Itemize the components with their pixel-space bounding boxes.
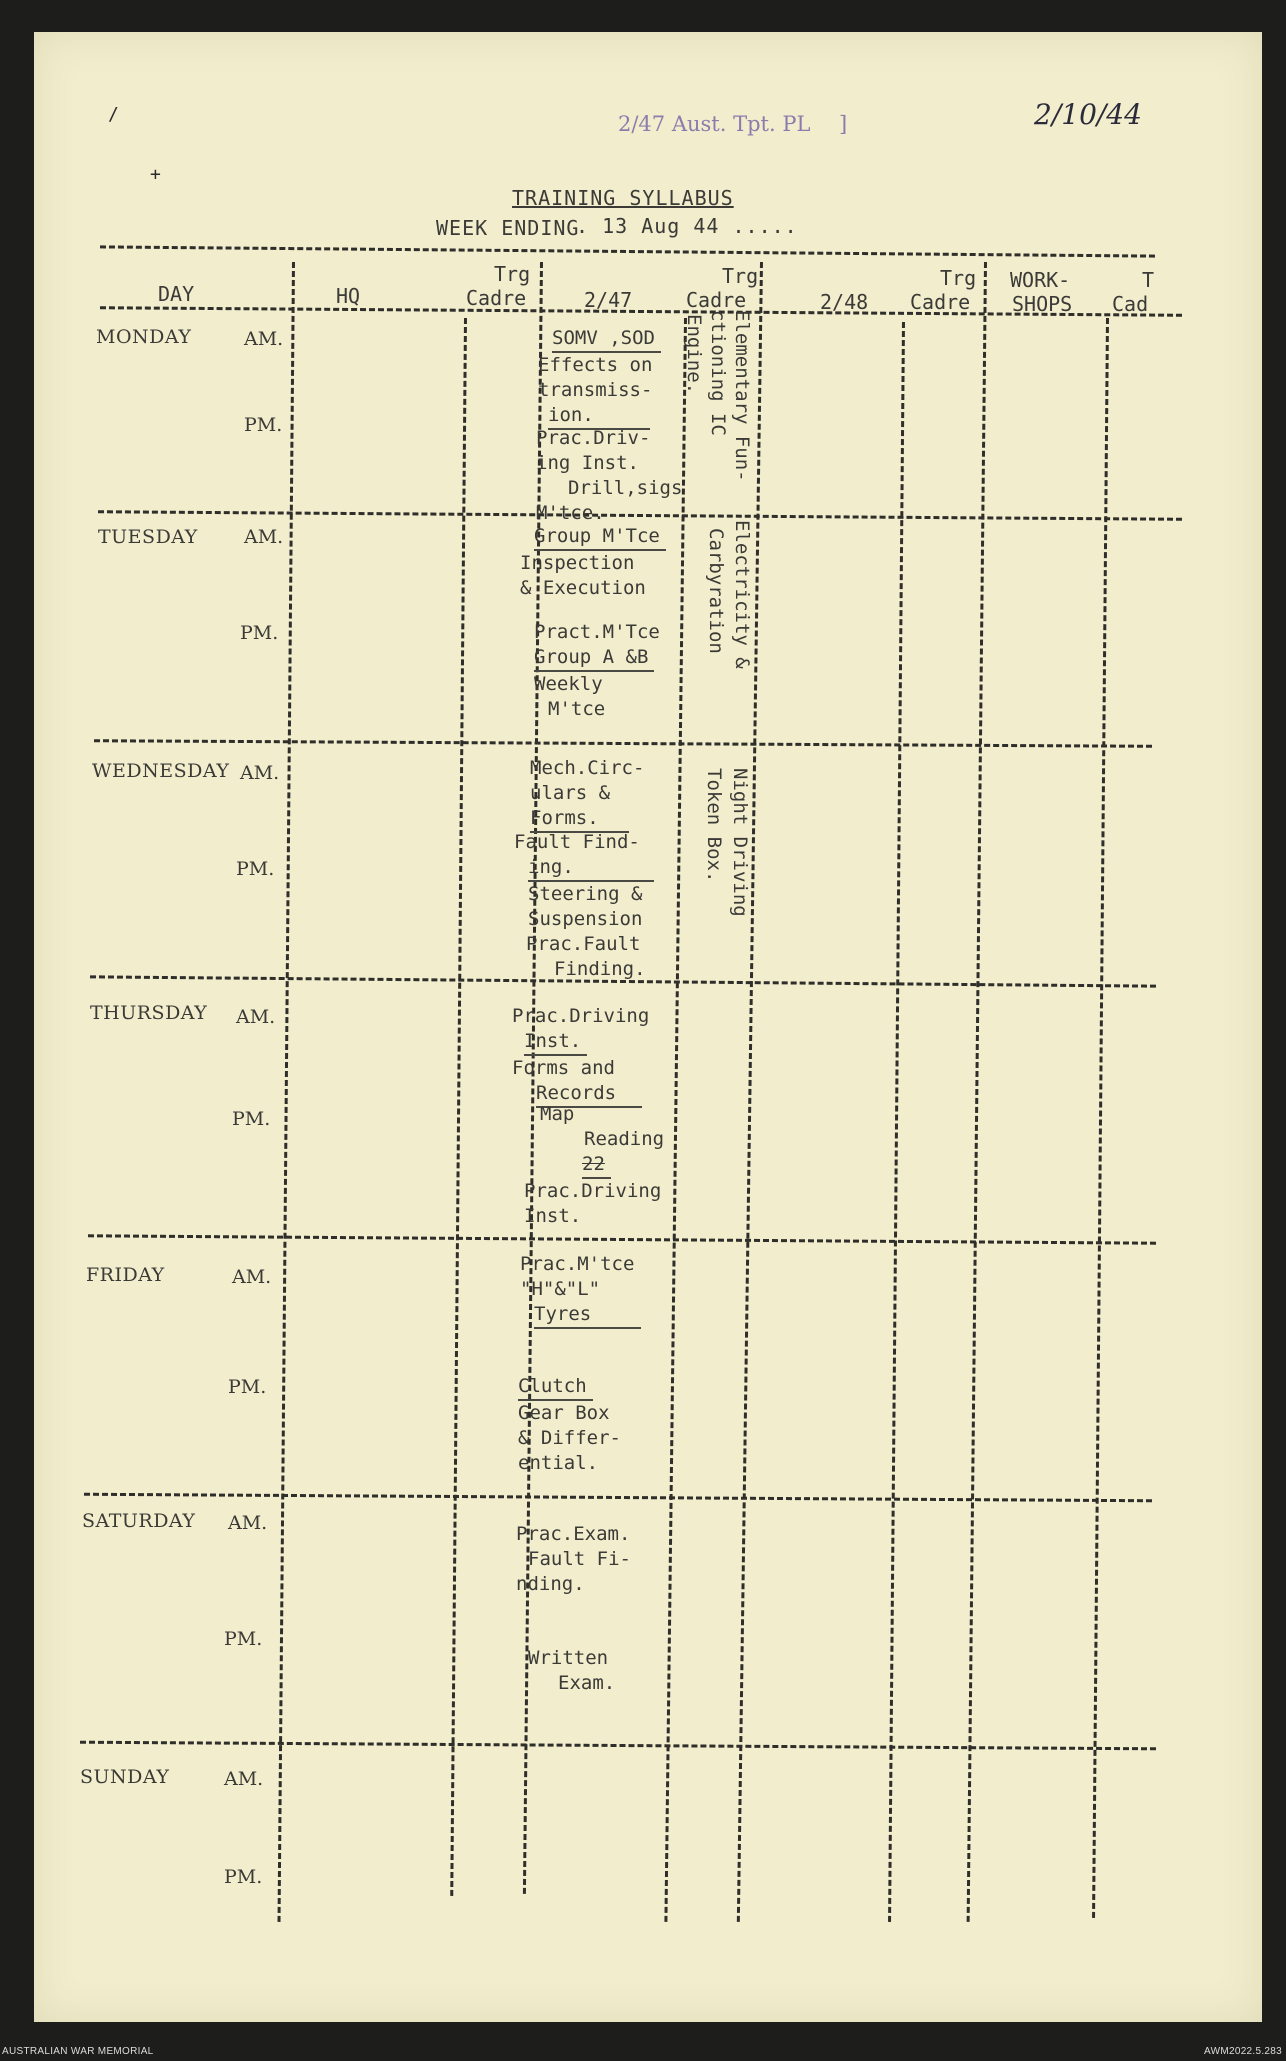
entry-line: Records bbox=[536, 1081, 642, 1108]
ink-mark: + bbox=[150, 164, 161, 185]
col-trg-2: Trg bbox=[722, 264, 759, 288]
entry-line: Forms and bbox=[512, 1057, 615, 1079]
tuesday-pm: PM. bbox=[240, 622, 279, 644]
sunday-am: AM. bbox=[224, 1768, 264, 1790]
entry-line: Clutch bbox=[518, 1374, 593, 1401]
entry-line: Effects on bbox=[538, 354, 653, 376]
entry-line: Group A &B bbox=[534, 645, 654, 672]
day-thursday: THURSDAY bbox=[90, 1002, 208, 1024]
entry-line: Gear Box bbox=[518, 1402, 610, 1424]
col-2-48: 2/48 bbox=[820, 290, 869, 314]
entry-line: Group M'Tce bbox=[534, 524, 666, 551]
entry-line: ing. bbox=[528, 855, 654, 882]
thursday-pm: PM. bbox=[232, 1108, 271, 1130]
friday-am: AM. bbox=[232, 1266, 272, 1288]
col-workshops-1: WORK- bbox=[1010, 268, 1071, 292]
week-ending-value: . 13 Aug 44 ..... bbox=[576, 214, 798, 238]
friday-pm: PM. bbox=[228, 1376, 267, 1398]
col-cadre-2: Cadre bbox=[686, 288, 747, 312]
entry-line: Exam. bbox=[558, 1672, 616, 1694]
entry-line: & Differ- bbox=[518, 1427, 621, 1449]
day-saturday: SATURDAY bbox=[82, 1510, 196, 1532]
entry-wednesday-am bbox=[530, 756, 644, 833]
entry-line: ion. bbox=[548, 403, 650, 430]
entry-line: transmiss- bbox=[538, 379, 653, 401]
entry-saturday-am bbox=[516, 1522, 631, 1597]
document-title: TRAINING SYLLABUS bbox=[512, 186, 734, 210]
day-tuesday: TUESDAY bbox=[98, 526, 198, 548]
col-day: DAY bbox=[158, 282, 195, 306]
col-trg-3: Trg bbox=[940, 266, 977, 290]
stamp-bracket: ] bbox=[839, 112, 848, 136]
day-friday: FRIDAY bbox=[86, 1264, 165, 1286]
footer-credit: AUSTRALIAN WAR MEMORIAL bbox=[2, 2046, 154, 2057]
col-cadre-4: Cad bbox=[1112, 292, 1149, 316]
vertical-note-e: Carbyration bbox=[705, 528, 727, 654]
entry-friday-am bbox=[520, 1252, 641, 1329]
entry-monday-pm bbox=[536, 426, 682, 526]
col-cadre-3: Cadre bbox=[910, 290, 971, 314]
col-2-47: 2/47 bbox=[584, 288, 633, 312]
entry-line: Fault Find- bbox=[514, 831, 640, 853]
day-sunday: SUNDAY bbox=[80, 1766, 170, 1788]
entry-friday-pm bbox=[518, 1374, 621, 1476]
vertical-note-f: Night Driving bbox=[729, 768, 751, 917]
entry-line: Prac.Exam. bbox=[516, 1523, 631, 1545]
entry-line: & Execution bbox=[520, 577, 646, 599]
entry-monday-am bbox=[538, 326, 661, 430]
col-trg-1: Trg bbox=[494, 262, 531, 286]
entry-line: "H"&"L" bbox=[520, 1278, 601, 1300]
thursday-am: AM. bbox=[236, 1006, 276, 1028]
entry-thursday-pm bbox=[524, 1102, 664, 1229]
wednesday-am: AM. bbox=[240, 762, 280, 784]
vertical-note-c: Engine. bbox=[683, 314, 705, 395]
entry-line: Suspension bbox=[528, 908, 643, 930]
vertical-note-b: ctioning IC bbox=[707, 310, 729, 436]
entry-line: Prac.Fault bbox=[526, 933, 641, 955]
entry-line: nding. bbox=[516, 1573, 585, 1595]
entry-line: Prac.M'tce bbox=[520, 1253, 635, 1275]
entry-line: Prac.Driving bbox=[512, 1005, 650, 1027]
unit-stamp: 2/47 Aust. Tpt. PL bbox=[618, 112, 811, 136]
saturday-am: AM. bbox=[228, 1512, 268, 1534]
monday-am: AM. bbox=[244, 328, 284, 350]
entry-line: Finding. bbox=[554, 958, 646, 980]
entry-line: Prac.Driving bbox=[524, 1180, 662, 1202]
wednesday-pm: PM. bbox=[236, 858, 275, 880]
entry-line: ential. bbox=[518, 1452, 599, 1474]
vertical-note-g: Token Box. bbox=[703, 768, 725, 883]
entry-line: Inst. bbox=[524, 1029, 587, 1056]
entry-line: ulars & bbox=[530, 782, 611, 804]
handwritten-date: 2/10/44 bbox=[1034, 98, 1142, 131]
pencil-mark: / bbox=[108, 104, 119, 125]
tuesday-am: AM. bbox=[244, 526, 284, 548]
entry-line: Fault Fi- bbox=[528, 1548, 631, 1570]
entry-thursday-am bbox=[512, 1004, 649, 1108]
entry-line: Weekly bbox=[534, 673, 603, 695]
entry-line: Map bbox=[540, 1103, 575, 1125]
entry-line: Inst. bbox=[524, 1205, 582, 1227]
entry-line: M'tce bbox=[548, 698, 606, 720]
entry-line: Prac.Driv- bbox=[536, 427, 651, 449]
entry-tuesday-am bbox=[520, 524, 666, 601]
entry-saturday-pm bbox=[528, 1646, 615, 1696]
entry-line: Pract.M'Tce bbox=[534, 621, 660, 643]
footer-accession: AWM2022.5.283 bbox=[1204, 2046, 1283, 2057]
week-ending-label: WEEK ENDING bbox=[436, 216, 580, 240]
day-monday: MONDAY bbox=[96, 326, 192, 348]
entry-line: SOMV ,SOD bbox=[552, 326, 661, 353]
sunday-pm: PM. bbox=[224, 1866, 263, 1888]
vertical-note-d: Electricity & bbox=[731, 520, 753, 669]
entry-line: Reading bbox=[584, 1128, 665, 1150]
entry-wednesday-pm bbox=[514, 830, 654, 982]
entry-line: Written bbox=[528, 1647, 609, 1669]
saturday-pm: PM. bbox=[224, 1628, 263, 1650]
day-wednesday: WEDNESDAY bbox=[92, 760, 230, 782]
col-trg-4: T bbox=[1142, 268, 1155, 292]
vertical-note-a: Elementary Fun- bbox=[731, 310, 753, 482]
monday-pm: PM. bbox=[244, 414, 283, 436]
col-hq: HQ bbox=[336, 284, 361, 308]
entry-line: Mech.Circ- bbox=[530, 757, 645, 779]
entry-line: Tyres bbox=[534, 1302, 641, 1329]
entry-line: Steering & bbox=[528, 883, 643, 905]
col-workshops-2: SHOPS bbox=[1012, 292, 1073, 316]
entry-line: Inspection bbox=[520, 552, 635, 574]
entry-line: Forms. bbox=[530, 806, 629, 833]
col-cadre-1: Cadre bbox=[466, 286, 527, 310]
entry-line: 22 bbox=[582, 1152, 611, 1179]
entry-line: Drill,sigs bbox=[568, 477, 683, 499]
entry-line: M'tce. bbox=[536, 502, 605, 524]
entry-line: ing Inst. bbox=[536, 452, 639, 474]
entry-tuesday-pm bbox=[534, 620, 660, 722]
